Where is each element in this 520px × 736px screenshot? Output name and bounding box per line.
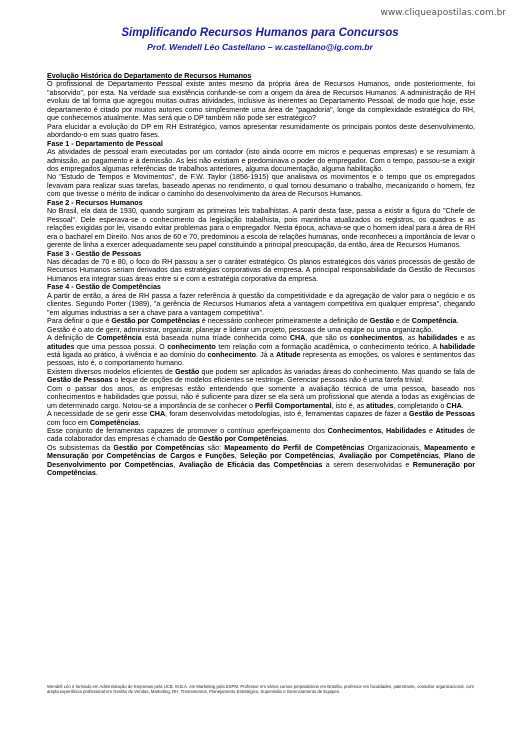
text: .	[286, 435, 289, 444]
text: A necessidade de se gerir esse	[47, 410, 150, 419]
text: , as	[402, 334, 419, 343]
paragraph	[47, 427, 475, 444]
text: Esse conjunto de ferramentas capazes de promover o contínuo aperfeiçoamento dos	[47, 427, 328, 436]
paragraph	[47, 444, 475, 478]
paragraph: A partir de então, a área de RH passa a fazer referência à questão da competitividade e da agregação de valor para o negócio e os clientes. Segundo Porter (1989), "a gerência de Recursos Humanos afeta a vantagem competitiva em qualquer empresa", chegando "em algumas industrias a ser a chave para a vantagem competitiva".	[47, 291, 475, 317]
text: são:	[204, 443, 225, 452]
text: Os subsistemas da	[47, 443, 114, 452]
paragraph: Gestão é o ato de gerir, administrar, organizar, planejar e liderar um projeto, pessoas de uma equipe ou uma organização.	[47, 325, 434, 334]
text: que uma pessoa possui. O	[74, 342, 168, 351]
phase-heading: Fase 1 - Departamento de Pessoal	[47, 139, 163, 148]
site-url[interactable]: www.cliqueapostilas.com.br	[380, 8, 506, 18]
bold-term: Mapeamento do Perfil de Competências	[224, 443, 365, 452]
text: com foco em	[47, 418, 90, 427]
text: e	[426, 427, 436, 436]
paragraph: O profissional de Departamento Pessoal existe antes mesmo da própria área de Recursos Humanos, onde posteriormente, foi "absorvido", por esta. Na verdade sua existência confunde-se com a origem da área de Recursos Humanos. A administração de RH evoluiu de tal forma que agregou muitas outras atividades, inclusive às inerentes ao Departamento Pessoal, de modo que hoje, esse departamento é citado por muitos autores como simplesmente uma área de "pagadoria", longe da complexidade estratégica do RH, que conhecemos atualmente. Mas será que o DP também não pode ser estratégico?	[47, 80, 475, 123]
bold-term: Competência	[411, 317, 457, 326]
section-title: Evolução Histórica do Departamento de Recursos Humanos	[47, 72, 252, 80]
text: . Já a	[255, 350, 276, 359]
text: ,	[173, 460, 179, 469]
text: Para definir o que é	[47, 317, 112, 326]
document-title: Simplificando Recursos Humanos para Concursos	[121, 27, 399, 39]
phase-heading: Fase 4 - Gestão de Competências	[47, 283, 161, 292]
text: e as	[457, 334, 476, 343]
text: , isto é, as	[331, 401, 367, 410]
bold-term: Gestão	[369, 317, 394, 326]
bold-term: Gestão por Competências	[198, 435, 287, 444]
bold-term: Plano de Desenvolvimento por Competências	[47, 452, 476, 469]
bold-term: Competência	[96, 334, 142, 343]
text: ,	[333, 452, 339, 461]
text: de cada colaborador das empresas é chamado de	[47, 427, 475, 444]
text: , foram desenvolvidas metodologias, isto é, ferramentas capazes de fazer a	[165, 410, 410, 419]
bold-term: atitudes	[47, 342, 75, 351]
paragraph	[47, 368, 475, 385]
text: ,	[438, 452, 445, 461]
paragraph: Nas décadas de 70 e 80, o foco do RH passou a ser o caráter estratégico. Os planos estratégicos dos vários processos de gestão de Recursos Humanos seriam derivados das estratégias corporativas da empresa. A principal responsabilidade da Gestão de Recursos Humanos era integrar suas áreas entre si e com a estratégia corporativa da empresa.	[47, 257, 475, 283]
text: ,	[234, 452, 240, 461]
bold-term: Atitudes	[435, 427, 465, 436]
phase-heading: Fase 2 - Recursos Humanos	[47, 198, 143, 207]
bold-term: Seleção por Competências	[239, 452, 334, 461]
bold-term: Avaliação por Competências	[338, 452, 439, 461]
bold-term: CHA	[289, 334, 306, 343]
phase-heading: Fase 3 - Gestão de Pessoas	[47, 249, 142, 258]
bold-term: habilidades	[418, 334, 458, 343]
text: tem relação com a formação acadêmica, o conhecimento teórico. A	[215, 342, 440, 351]
paragraph: No Brasil, ela data de 1930, quando surgiram as primeiras leis trabalhistas. A partir desta fase, passa a existir a figura do "Chefe de Pessoal". Dele esperava-se o conhecimento da legislação trabalhista, pois mantinha atualizados os registros, os quadros e as relações exigidas por lei, visando evitar problemas para o empregador. Nesta época, achava-se que o homem ideal para a área de RH era o bacharel em Direito. Nos anos de 60 e 70, predominou a escola de relações humanas, onde reconheceu a importância de levar o gerente de linha a exercer adequadamente seu papel constituindo a principal preocupação, da então, área de Recursos Humanos.	[47, 207, 475, 250]
bold-term: Perfil Comportamental	[255, 401, 332, 410]
paragraph: Para elucidar a evolução do DP em RH Estratégico, vamos apresentar resumidamente os principais pontos deste desenvolvimento, abordando-o em suas quatro fases.	[47, 122, 475, 140]
paragraph	[47, 410, 475, 427]
text: , que são os	[305, 334, 351, 343]
bold-term: Atitude	[275, 350, 301, 359]
bold-term: Avaliação de Eficácia das Competências	[178, 460, 323, 469]
text: .	[95, 469, 98, 478]
text: e de	[393, 317, 412, 326]
text: é necessário conhecer primeiramente a definição de	[199, 317, 370, 326]
bold-term: Mapeamento e Mensuração por Competências de Cargos e Funções	[47, 443, 475, 461]
text: Com o passar dos anos, as empresas estão entendendo que somente a avaliação técnica de uma pessoa, baseado nos conhecimentos e habilidades que possui, não é suficiente para dizer se ela será um profissional que atenda a todas as exigências de um determinado cargo. Notou-se a importância de se conhecer o	[47, 384, 475, 410]
text: , completando o	[393, 401, 447, 410]
bold-term: habilidade	[439, 342, 475, 351]
bold-term: Gestão de Pessoas	[47, 376, 113, 385]
bold-term: conhecimentos	[350, 334, 403, 343]
bold-term: CHA	[149, 410, 166, 419]
text: que podem ser aplicados às variadas áreas do conhecimento. Mas quando se fala de	[199, 367, 475, 376]
paragraph	[47, 317, 475, 325]
bold-term: Gestão por Competências	[111, 317, 200, 326]
text: A definição de	[47, 334, 97, 343]
text: .	[461, 401, 464, 410]
text: Organizacionais,	[364, 443, 425, 452]
bold-term: conhecimento	[207, 350, 256, 359]
paragraph	[47, 334, 475, 368]
document-body	[47, 72, 475, 478]
bold-term: Conhecimentos, Habilidades	[327, 427, 427, 436]
author-line: Prof. Wendell Léo Castellano – w.castellano@ig.com.br	[147, 42, 373, 52]
text: Existem diversos modelos eficientes de	[47, 367, 176, 376]
text: está baseada numa tríade conhecida como	[141, 334, 290, 343]
paragraph: No "Estudo de Tempos e Movimentos", de F.W. Taylor (1856-1915) que analisava os movimentos e o tempo que os empregados levavam para realizar suas tarefas, baseado apenas no rendimento, o qual tornou desumano o trabalho, mecanizando o homem, fez com que tivesse o mérito de indicar o caminho do desenvolvimento da área de Recursos Humanos.	[47, 173, 475, 199]
author-bio-footer: Wendell Léo é formado em Administração de Empresas pela UCB, M.B.A. em Marketing pela ESPM. Professor em vários cursos preparatórios em Brasília, professor em faculdades, palestrante, consultor organizacional, com ampla experiência profissional em Gestão de Vendas, Marketing, RH, Treinamentos, Planejamento Estratégico, Supervisão e Gerenciamento de Equipes.	[47, 684, 474, 695]
bold-term: atitudes	[366, 401, 394, 410]
text: está ligada ao prático, à vivência e ao domínio do	[47, 350, 208, 359]
text: a serem desenvolvidas e	[322, 460, 413, 469]
text: .	[456, 317, 459, 326]
bold-term: CHA	[446, 401, 462, 410]
paragraph	[47, 385, 475, 410]
bold-term: conhecimento	[167, 342, 216, 351]
bold-term: Gestão de Pessoas	[409, 410, 475, 419]
text: representa as emoções, os valores e sentimentos das pessoas, isto é, o comportamento humano.	[47, 350, 475, 368]
text: .	[138, 418, 141, 427]
bold-term: Remuneração por Competências	[47, 460, 475, 478]
bold-term: Gestão	[175, 367, 200, 376]
bold-term: Gestão por Competências	[113, 443, 205, 452]
text: o leque de opções de modelos eficientes se restringe. Gerenciar pessoas não é uma tarefa trivial.	[112, 376, 424, 385]
bold-term: Competências	[89, 418, 139, 427]
paragraph: As atividades de pessoal eram executadas por um contador (isto ainda ocorre em micros e pequenas empresas) e se resumiam à admissão, ao pagamento e à demissão. As leis não existiam e predominava o poder do empregador. Com o tempo, passou-se a exigir dos empregados algumas referências de trabalhos anteriores, alguma documentação, alguma habilitação.	[47, 148, 475, 173]
